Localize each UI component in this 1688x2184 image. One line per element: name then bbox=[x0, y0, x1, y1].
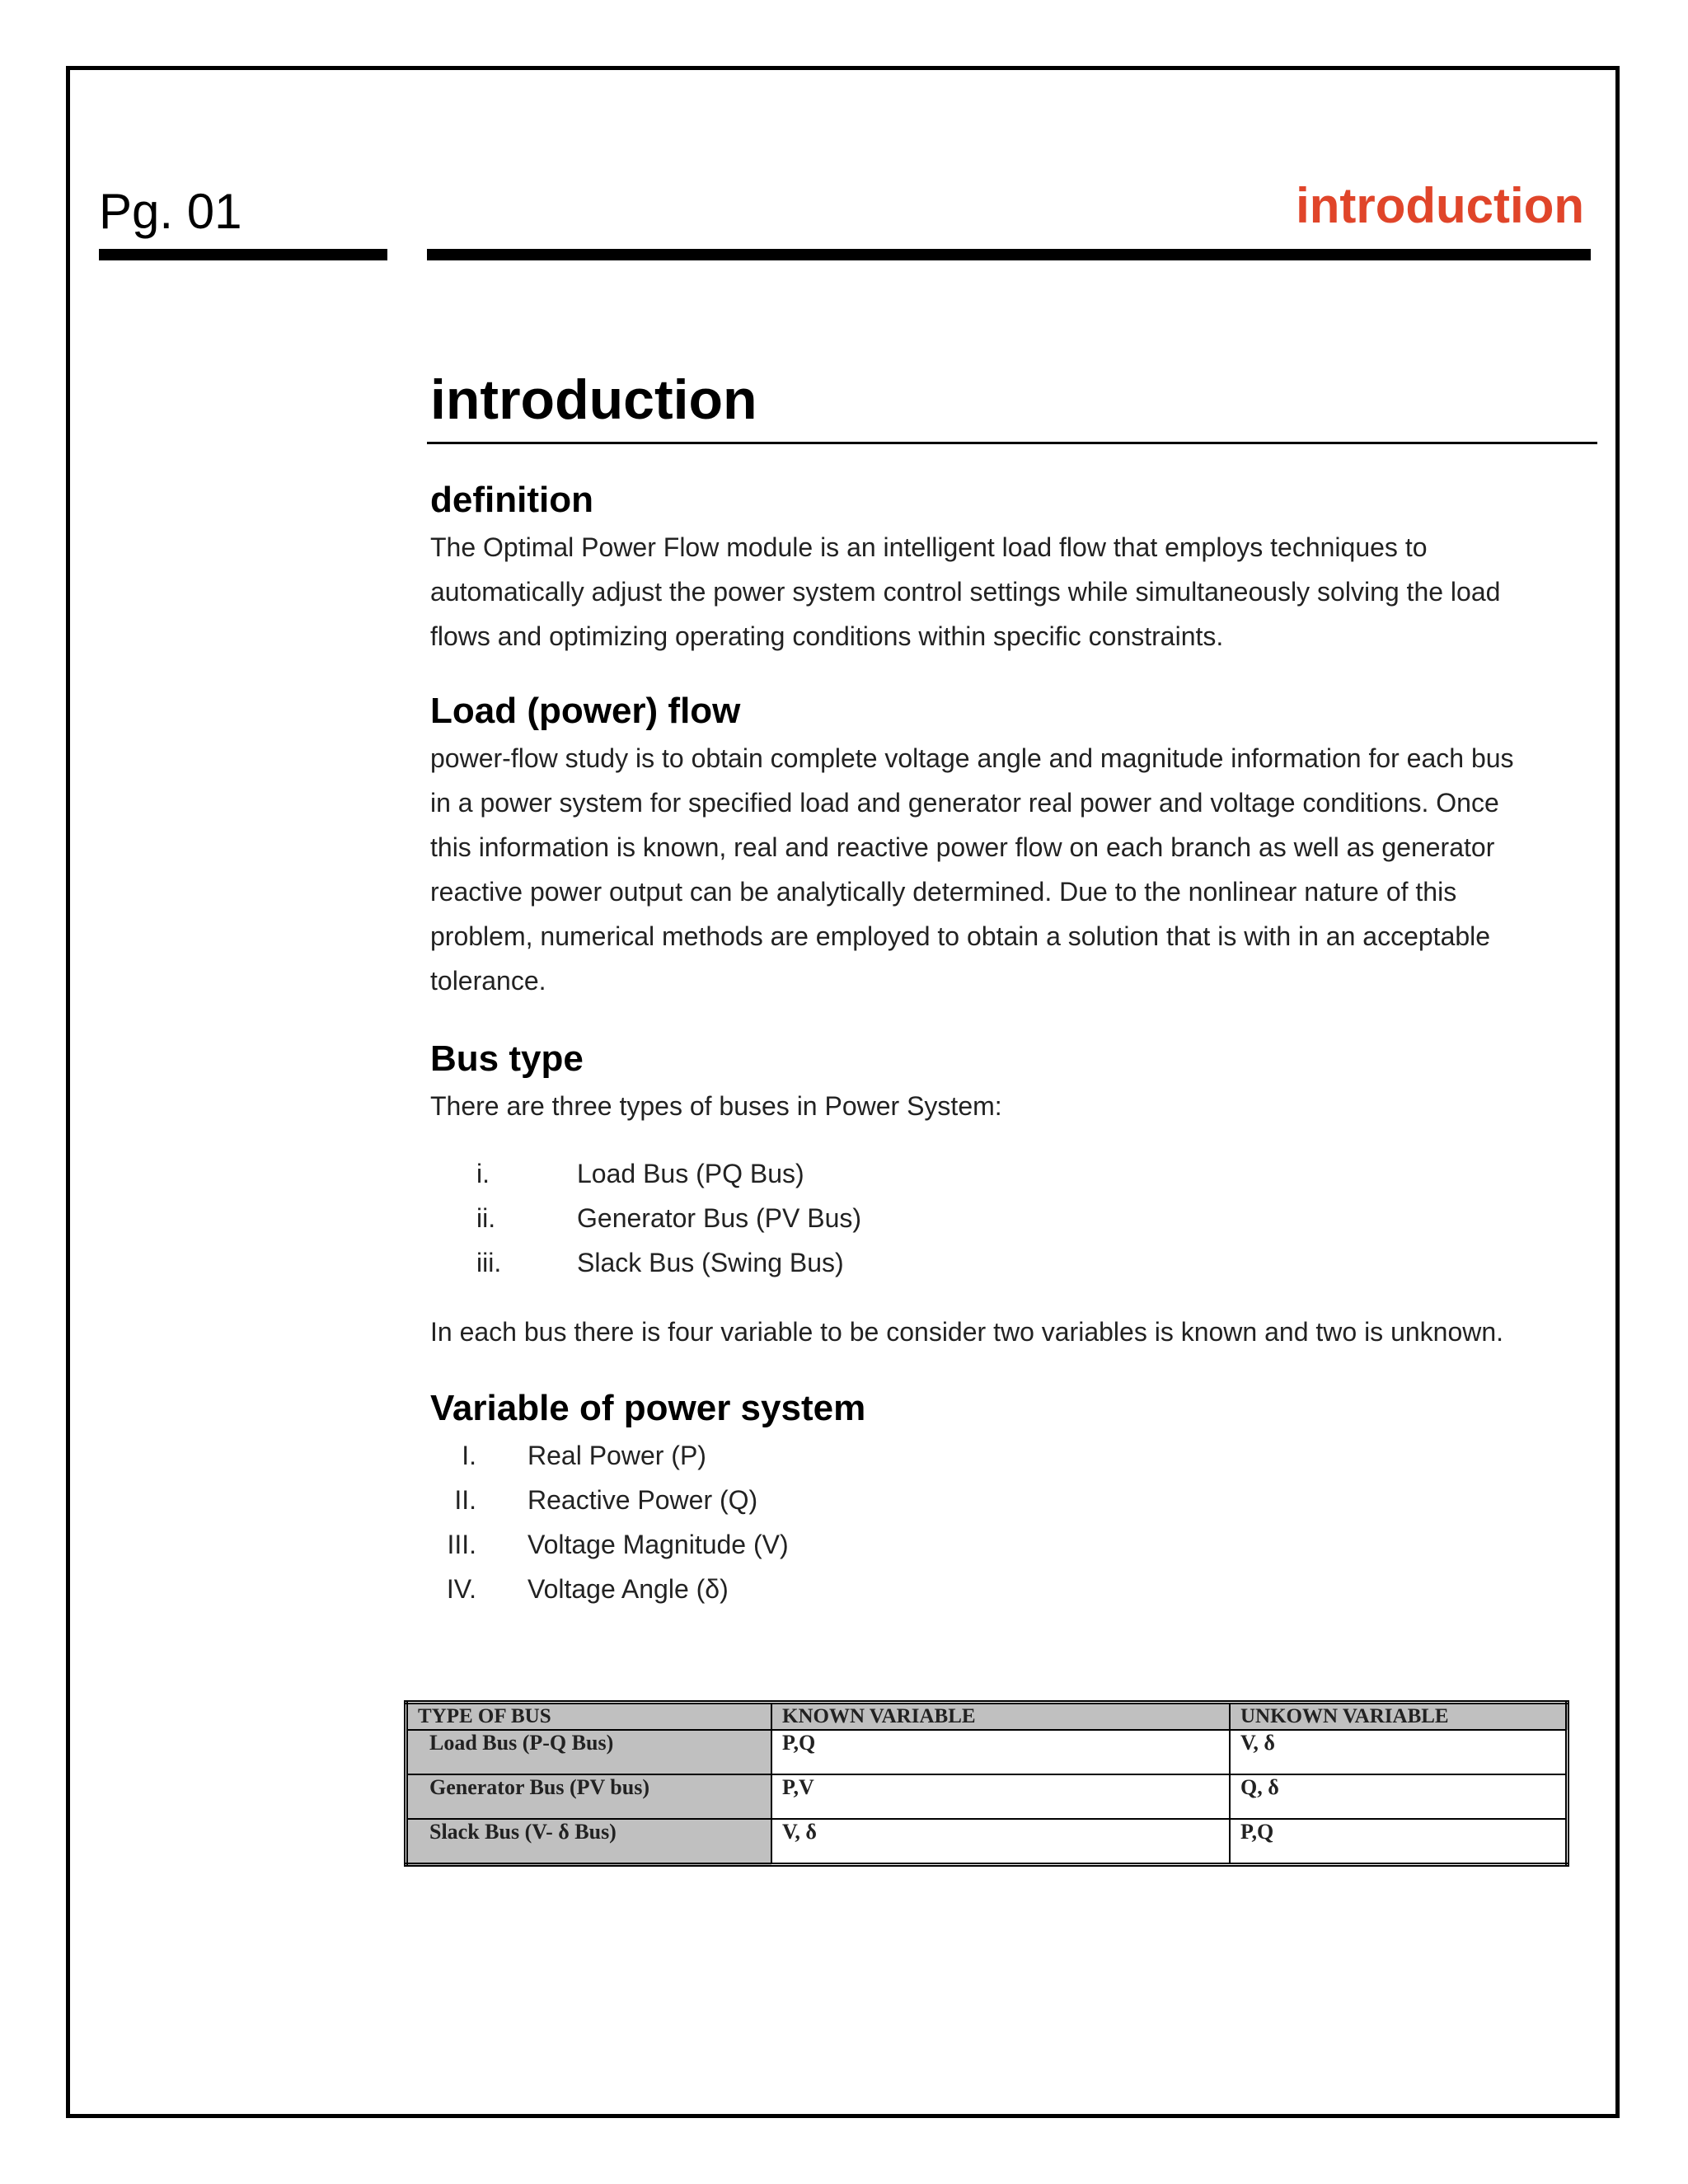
table-cell: Q, δ bbox=[1230, 1774, 1568, 1819]
table-header-cell: KNOWN VARIABLE bbox=[771, 1703, 1230, 1731]
list-marker: IV. bbox=[446, 1574, 476, 1604]
list-marker: I. bbox=[462, 1441, 476, 1470]
page-number: Pg. 01 bbox=[99, 184, 242, 239]
paragraph-line: reactive power output can be analytically determined. Due to the nonlinear nature of this bbox=[430, 877, 1457, 907]
definition-paragraph bbox=[427, 525, 1597, 658]
table-cell: Load Bus (P-Q Bus) bbox=[406, 1730, 772, 1774]
list-marker: III. bbox=[447, 1530, 476, 1559]
table-row bbox=[406, 1819, 1568, 1865]
variables-list bbox=[427, 1433, 1597, 1611]
section-title: introduction bbox=[427, 363, 1597, 444]
list-item-text: Real Power (P) bbox=[528, 1441, 706, 1470]
list-item-text: Voltage Angle (δ) bbox=[528, 1574, 729, 1604]
list-item bbox=[427, 1196, 1597, 1240]
table-row bbox=[406, 1774, 1568, 1819]
header-rule-right bbox=[427, 249, 1591, 260]
list-item bbox=[427, 1478, 1597, 1522]
table-header-cell: TYPE OF BUS bbox=[406, 1703, 772, 1731]
table-row bbox=[406, 1730, 1568, 1774]
paragraph-line: in a power system for specified load and generator real power and voltage conditions. Once bbox=[430, 788, 1499, 818]
list-marker: II. bbox=[454, 1485, 476, 1515]
list-item-text: Load Bus (PQ Bus) bbox=[577, 1159, 804, 1188]
variables-heading: Variable of power system bbox=[430, 1388, 866, 1428]
table-header-row bbox=[406, 1703, 1568, 1731]
header-title: introduction bbox=[1296, 178, 1584, 233]
list-item-text: Voltage Magnitude (V) bbox=[528, 1530, 789, 1559]
paragraph-line: The Optimal Power Flow module is an intelligent load flow that employs techniques to bbox=[430, 532, 1428, 562]
definition-heading: definition bbox=[430, 480, 593, 520]
paragraph-line: tolerance. bbox=[430, 966, 546, 996]
table-cell: V, δ bbox=[771, 1819, 1230, 1865]
load-flow-heading: Load (power) flow bbox=[430, 691, 741, 731]
paragraph-line: automatically adjust the power system control settings while simultaneously solving the load bbox=[430, 577, 1501, 607]
list-marker: ii. bbox=[476, 1203, 496, 1233]
list-item bbox=[427, 1433, 1597, 1478]
bus-type-note: In each bus there is four variable to be consider two variables is known and two is unknown. bbox=[430, 1317, 1504, 1347]
table-cell: P,V bbox=[771, 1774, 1230, 1819]
list-item bbox=[427, 1240, 1597, 1285]
list-item-text: Generator Bus (PV Bus) bbox=[577, 1203, 862, 1233]
bus-type-heading: Bus type bbox=[430, 1038, 584, 1079]
bus-variable-table bbox=[404, 1700, 1569, 1867]
list-item-text: Slack Bus (Swing Bus) bbox=[577, 1248, 844, 1277]
table-cell: P,Q bbox=[771, 1730, 1230, 1774]
paragraph-line: this information is known, real and reactive power flow on each branch as well as generator bbox=[430, 832, 1495, 862]
paragraph-line: problem, numerical methods are employed to obtain a solution that is with in an acceptable bbox=[430, 921, 1491, 951]
list-item bbox=[427, 1567, 1597, 1611]
paragraph-line: power-flow study is to obtain complete voltage angle and magnitude information for each bus bbox=[430, 743, 1514, 773]
list-marker: iii. bbox=[476, 1248, 502, 1277]
paragraph-line: flows and optimizing operating conditions within specific constraints. bbox=[430, 621, 1224, 651]
table-cell: Generator Bus (PV bus) bbox=[406, 1774, 772, 1819]
header-rule-left bbox=[99, 249, 387, 260]
list-marker: i. bbox=[476, 1159, 490, 1188]
table-cell: Slack Bus (V- δ Bus) bbox=[406, 1819, 772, 1865]
list-item bbox=[427, 1151, 1597, 1196]
table-cell: V, δ bbox=[1230, 1730, 1568, 1774]
table-header-cell: UNKOWN VARIABLE bbox=[1230, 1703, 1568, 1731]
main-content bbox=[427, 363, 1597, 1611]
bus-type-intro: There are three types of buses in Power System: bbox=[430, 1091, 1002, 1121]
table-cell: P,Q bbox=[1230, 1819, 1568, 1865]
bus-type-list bbox=[427, 1151, 1597, 1285]
list-item bbox=[427, 1522, 1597, 1567]
list-item-text: Reactive Power (Q) bbox=[528, 1485, 758, 1515]
load-flow-paragraph bbox=[427, 736, 1597, 1003]
